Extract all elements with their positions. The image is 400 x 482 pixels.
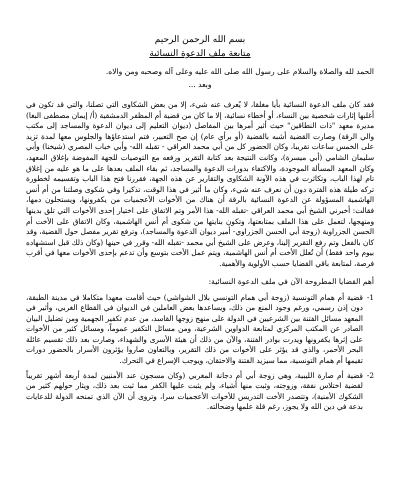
- issue-item-1: [26, 293, 374, 367]
- transition-phrase: وبعد ...: [188, 80, 212, 89]
- issue-text: قضية أم همام التونسية (زوجة أبي همام التونسي بلال الشواشي) حيث أقامت معهدا متكاملا في مدينة الطبقة، دون إذن رسمي، ورغم وجود المنع من ذلك، ويساعدها بعض العاملين في الديوان في القطاع الغربي، وأثير في المعهد مسائل الفتنة بين الشرعيين في الدولة على منهج زوجها القاسد، من عدم تكفير الجهمية ومن تضليل البيان الصادر عن المكتب المركزي لمتابعة الدواوين الشرعية، ومن مسائل التكفير عموماً، ومسائل كثير من الأخوات على إثرها يكفرونها ويدرت بوادر الفتنة، والآن من ذلك أن هيئة الأسرى والشهداء، وصارت بعد ذلك تقسيم عائلة البحر الأحمر، والذي قد يؤثر على الأخوات من ذلك التقرير، وبالتعاون صاروا يؤثرون الأسرار بالحضور دورات تقيمها أم همام التونسية، مما سيزيد الفتنة والاحتقان، ويوجب الإسراع في التحرك.: [26, 292, 363, 366]
- issue-text: قضية أم صارة الليبية، وهي زوجة أبي أم دجانة المغربي (وكان مسجون عند الأمنيين لمدة أربعة أشهر تقريباً لقضية اختلاس نفقة، وزوجته، وثبت منها أشياء، ولم يثبت عليها الكفر مما ثبت بعد ذلك، ويثار حولهم كثير من الشكوك الأمنية)، وتتصدر الأخت التدريس للأخوات الأعجميات سرا، وتروى أن الآن الذي تمنحه الدولة للدعايات بدعة في دين الله ولا يجوز، رغم قلة علمها وضحالته.: [26, 370, 363, 412]
- opening-salutation: الحمد لله والصلاة والسلام على رسول الله صلى الله عليه وعلى آله وصحبه ومن والاه.: [105, 67, 374, 76]
- issue-list: [26, 293, 374, 414]
- issue-number: 2-: [366, 370, 374, 380]
- document-title: متابعة ملف الدعوة النسائية: [149, 49, 251, 59]
- issues-intro: أهم القضايا المطروحة الآن في ملف الدعوة النسائية:: [208, 276, 374, 286]
- issue-item-2: [26, 371, 374, 413]
- issue-number: 1-: [366, 292, 374, 302]
- body-paragraph: فقد كان ملف الدعوة النسائية بأيا مغلقا، لا يُعرف عنه شيء، إلا من بعض الشكاوى التي تصلنا، والتي قد تكون في أغلبها إثارات شخصية بين النساء، أو أخطاء نسائية، إلا ما كان من قضية أم المظفر الدمشقية (أ/ إيمان مصطفى البغا) مديرة معهد "ذات النطاقين" حيث أثير أمرها بين المفاصل (ديوان التعليم إلى ديوان الدعوة والمساجد إلى مكتب والي الرقة) وصارت القضية أشبه بالقضية (أو برأي عام) إن صح التعبير، فتم استدعاؤها والجلوس معها لمدة تزيد على الخمس ساعات تقريبا، وكان الحضور كل من أبي محمد العراقي - تقبله الله- وأبي خباب المصري (شيخنا) وأبي سليمان الشامي (أبي ميسرة)، وكانت النتيجة بعد كتابة التقرير ورفعه مع التوصيات للجهة المفوضة بإغلاق المعهد، وكان المعهد المسألة الموجودة، والاكتفاء بدورات الدعوة والمساجد، ثم بقاء الملف بعدها على ما هو عليه من إغلاق تام لهذا الباب، وتكاثرت في هذه الآونة الشكاوى والتقارير عن هذه الجهة، فقررنا فتح هذا الباب وتقسيمه لخطورة تركه طيلة هذه الفترة دون أن نعرف عنه شيء، وكان ما أثير في هذا الوقت، تذكيرا وفي شكوى وصلتنا من أم أنس الهاشمية المسؤولة عن الدعوة النسائية بالرقة أن هناك من الأخوات الأعجميات من يكفرونها، ويستحلون دمها، فقالت: أخبرني الشيخ أبي محمد العراقي -تقبله الله- هذا الأمر وتم الاتفاق على اختيار إحدى الأخوات التي تلق بدينها ومنهجها، لتعمل على هذا الملف بمتابعتها، وتكون بنايتها من شكوى أم أنس الهاشمية، وكان الاتفاق على الأخت أم الحسن الجزراوية (زوجة أبي الحسن الجزراوي- أمير ديوان الدعوة والمساجد)، وترفع تقرير مفصل حول القضية، وقد كان بالفعل وتم رفع التقرير إلينا، وعرض على الشيخ أبي محمد -تقبله الله- وقرر في حينها (وكان ذلك قبل استشهاده بيوم واحد فقط) أن تُعلل الأخت أم أنس الهاشمية، ويتم عمل الأخت بتوسع وأن تدعم بإحدى الأخوات معها في أقرب فرصة، لمتابعة باقي القضايا حسب الأولوية والأهمية.: [26, 100, 374, 268]
- bismillah-heading: بسم الله الرحمن الرحيم: [154, 35, 246, 45]
